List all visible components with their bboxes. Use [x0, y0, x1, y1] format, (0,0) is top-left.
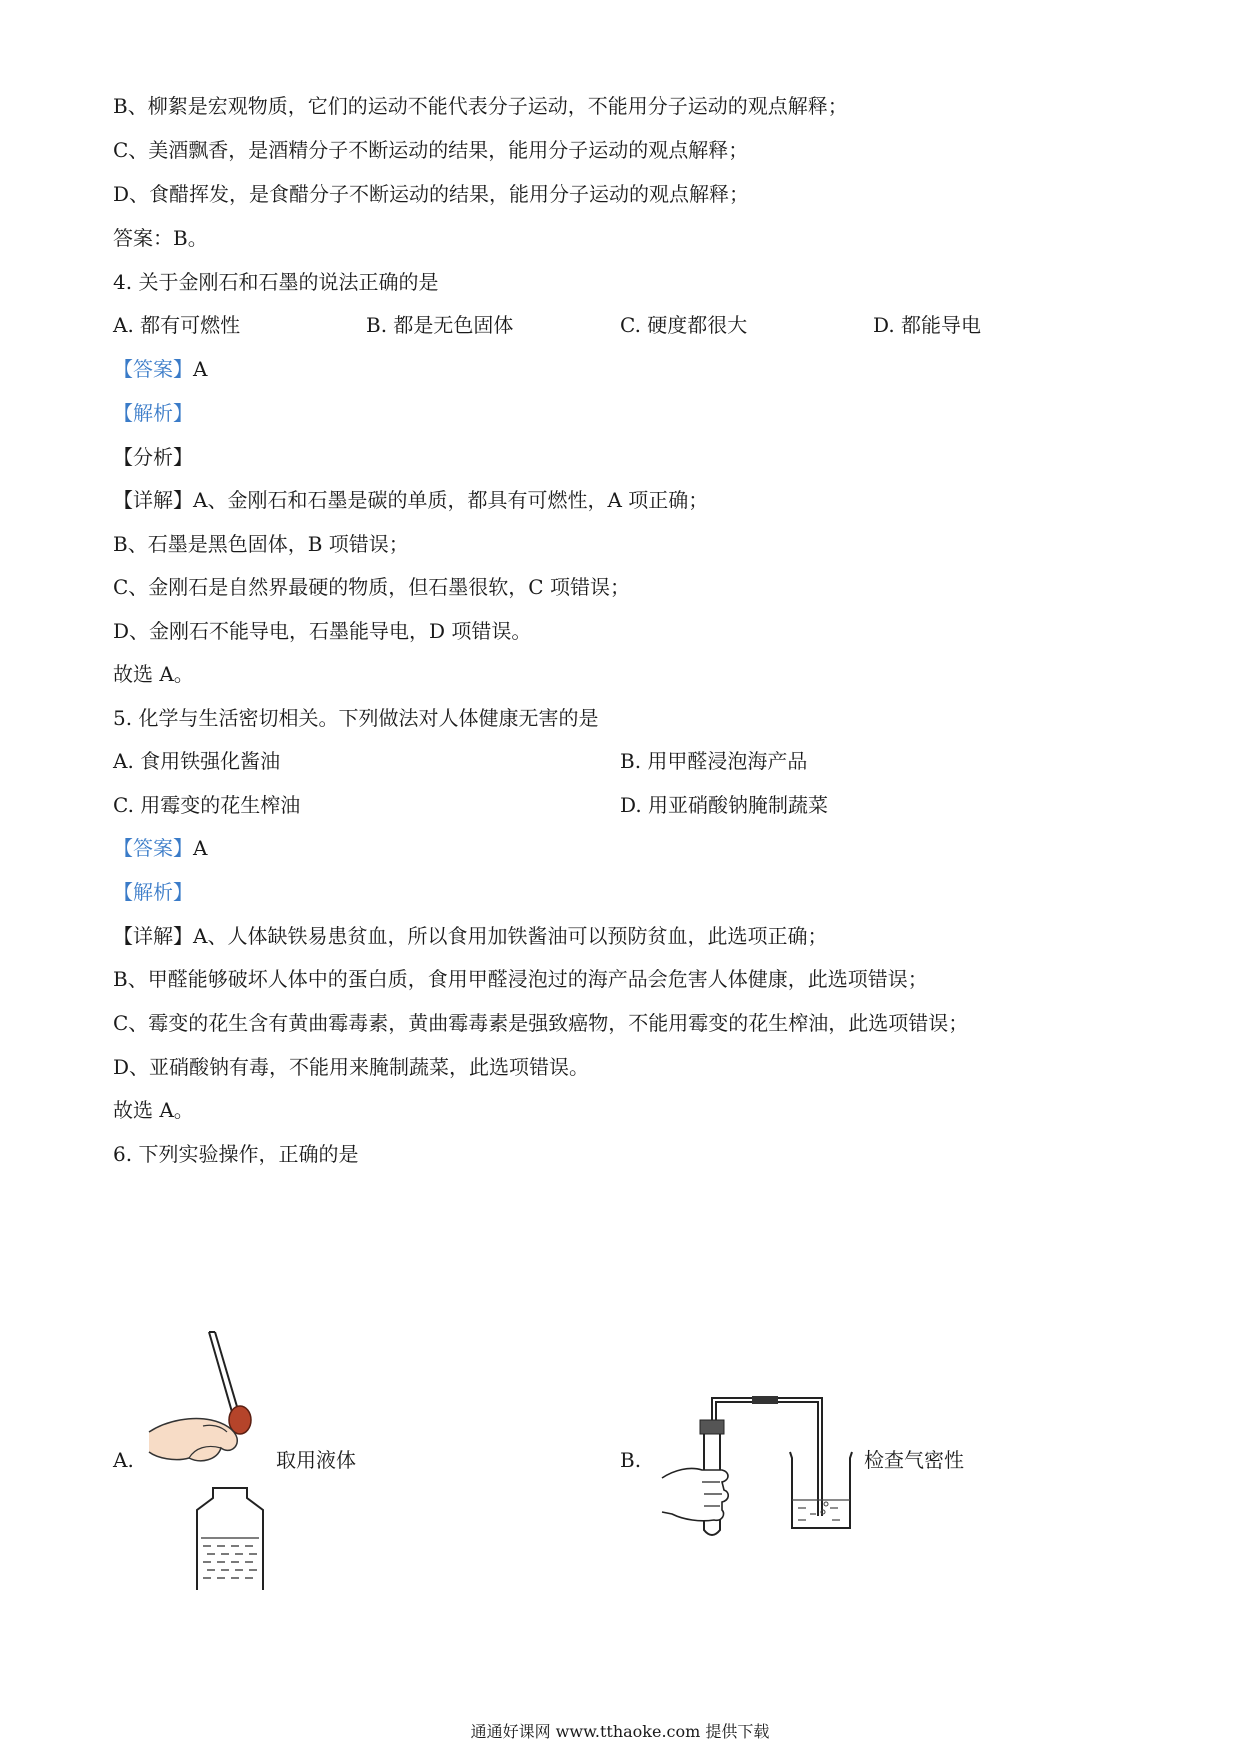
q5-conclusion: 故选 A。: [113, 1098, 194, 1122]
q4-option-b: B. 都是无色固体: [366, 313, 514, 337]
q3-answer: 答案：B。: [113, 226, 208, 250]
q5-detail-a-text: A、人体缺铁易患贫血，所以食用加铁酱油可以预防贫血，此选项正确；: [193, 924, 828, 948]
q5-analysis-tag: 【解析】: [113, 880, 193, 904]
q4-detail-a: [113, 486, 708, 514]
q4-option-d: D. 都能导电: [873, 313, 982, 337]
q4-detail-a-text: A、金刚石和石墨是碳的单质，都具有可燃性，A 项正确；: [193, 488, 709, 512]
q6-option-a-label: A.: [113, 1448, 134, 1472]
q5-option-c: C. 用霉变的花生榨油: [113, 793, 301, 817]
q5-answer-tag: 【答案】: [113, 836, 193, 860]
q3-explanation-b: B、柳絮是宏观物质，它们的运动不能代表分子运动，不能用分子运动的观点解释；: [113, 94, 848, 118]
q4-stem: 4. 关于金刚石和石墨的说法正确的是: [113, 270, 439, 294]
q5-detail-d: D、亚硝酸钠有毒，不能用来腌制蔬菜，此选项错误。: [113, 1055, 590, 1079]
q4-answer-tag: 【答案】: [113, 357, 193, 381]
q4-option-a: A. 都有可燃性: [113, 313, 241, 337]
q4-detail-b: B、石墨是黑色固体，B 项错误；: [113, 532, 409, 556]
q6-option-b-label: B.: [620, 1448, 642, 1472]
q6-option-a-caption: 取用液体: [276, 1448, 356, 1472]
q4-answer-value: A: [193, 357, 208, 381]
q6-option-b-caption: 检查气密性: [864, 1448, 964, 1472]
q4-detail-c: C、金刚石是自然界最硬的物质，但石墨很软，C 项错误；: [113, 575, 630, 599]
q5-stem: 5. 化学与生活密切相关。下列做法对人体健康无害的是: [113, 706, 599, 730]
q4-detail-d: D、金刚石不能导电，石墨能导电，D 项错误。: [113, 619, 532, 643]
q5-detail-a: [113, 922, 827, 950]
q6-stem: 6. 下列实验操作，正确的是: [113, 1142, 359, 1166]
q3-explanation-c: C、美酒飘香，是酒精分子不断运动的结果，能用分子运动的观点解释；: [113, 138, 749, 162]
q5-detail-b: B、甲醛能够破坏人体中的蛋白质，食用甲醛浸泡过的海产品会危害人体健康，此选项错误；: [113, 967, 928, 991]
airtightness-check-apparatus-illustration: [660, 1390, 860, 1540]
page-footer: 通通好课网 www.tthaoke.com 提供下载: [470, 1722, 770, 1741]
q4-fenxi-tag: 【分析】: [113, 445, 193, 469]
q5-answer-value: A: [193, 836, 208, 860]
dropper-reagent-bottle-illustration: [145, 1330, 275, 1590]
q4-answer: [113, 355, 207, 383]
q4-analysis-tag: 【解析】: [113, 401, 193, 425]
q5-detail-c: C、霉变的花生含有黄曲霉毒素，黄曲霉毒素是强致癌物，不能用霉变的花生榨油，此选项错误；: [113, 1011, 969, 1035]
q4-option-c: C. 硬度都很大: [620, 313, 748, 337]
q5-answer: [113, 834, 207, 862]
q4-detail-tag: 【详解】: [113, 488, 193, 512]
q5-option-d: D. 用亚硝酸钠腌制蔬菜: [620, 793, 829, 817]
q5-detail-tag: 【详解】: [113, 924, 193, 948]
q5-option-a: A. 食用铁强化酱油: [113, 749, 281, 773]
q3-explanation-d: D、食醋挥发，是食醋分子不断运动的结果，能用分子运动的观点解释；: [113, 182, 750, 206]
q4-conclusion: 故选 A。: [113, 662, 194, 686]
q5-option-b: B. 用甲醛浸泡海产品: [620, 749, 808, 773]
